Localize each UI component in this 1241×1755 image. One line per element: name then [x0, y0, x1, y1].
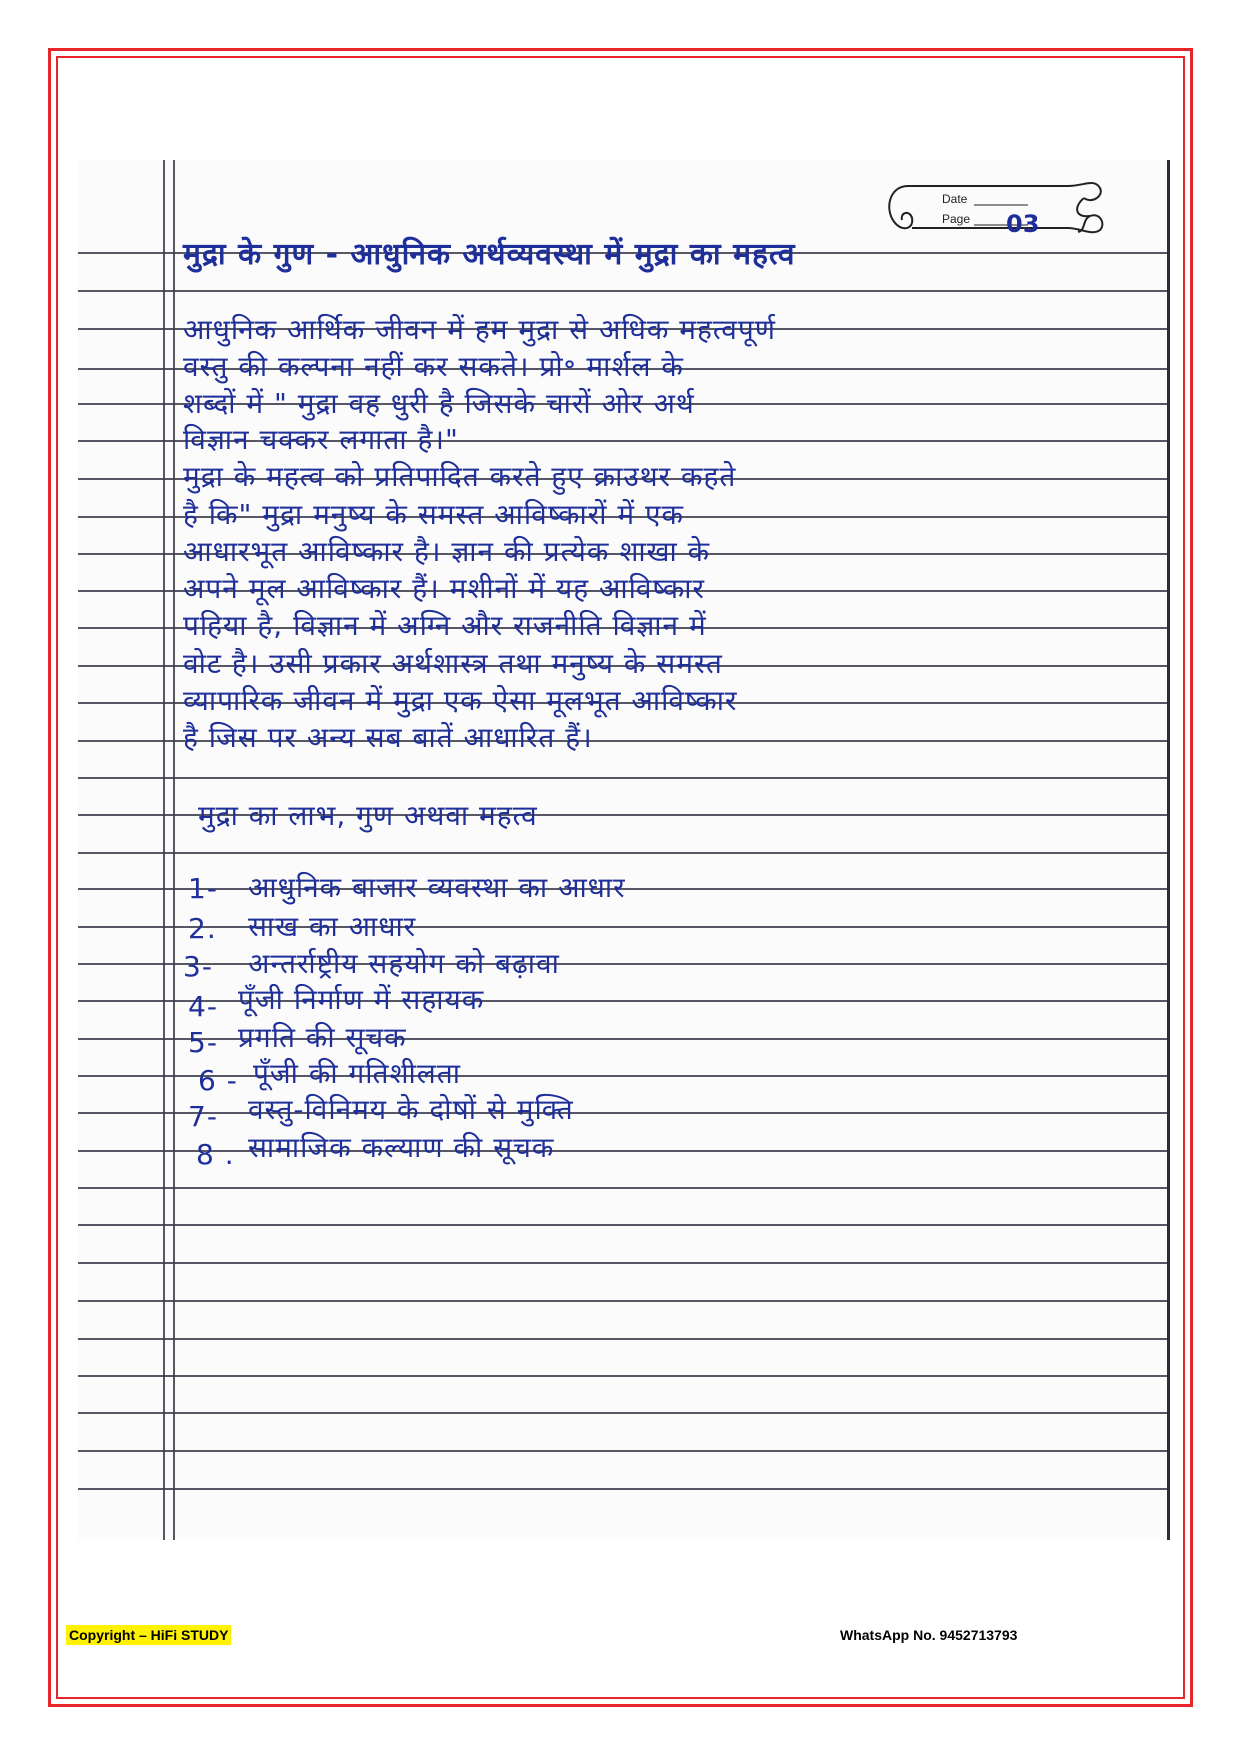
paragraph-line: आधुनिक आर्थिक जीवन में हम मुद्रा से अधिक महत्वपूर्ण — [183, 313, 777, 346]
paragraph-line: विज्ञान चक्कर लगाता है।" — [183, 423, 459, 456]
ruled-line — [78, 777, 1170, 779]
paragraph-line: है कि" मुद्रा मनुष्य के समस्त आविष्कारों में एक — [183, 498, 685, 531]
list-number: 6 - — [198, 1064, 238, 1097]
page-label: Page — [942, 212, 971, 226]
margin-line — [163, 160, 165, 1540]
ruled-line — [78, 1112, 1170, 1114]
ruled-line — [78, 1412, 1170, 1414]
paragraph-line: आधारभूत आविष्कार है। ज्ञान की प्रत्येक शाखा के — [183, 535, 711, 568]
paragraph-line: है जिस पर अन्य सब बातें आधारित हैं। — [183, 721, 593, 754]
date-label: Date — [942, 192, 968, 206]
ruled-line — [78, 1187, 1170, 1189]
paragraph-line: मुद्रा के महत्व को प्रतिपादित करते हुए क्राउथर कहते — [183, 460, 737, 493]
list-number: 3- — [183, 950, 213, 983]
notebook-page — [78, 160, 1170, 1540]
section-subheading: मुद्रा का लाभ, गुण अथवा महत्व — [198, 799, 538, 832]
paragraph-line: शब्दों में " मुद्रा वह धुरी है जिसके चारों ओर अर्थ — [183, 387, 695, 420]
list-number: 5- — [188, 1026, 218, 1059]
ruled-line — [78, 1375, 1170, 1377]
whatsapp-contact: WhatsApp No. 9452713793 — [840, 1627, 1018, 1643]
page-number: 03 — [1006, 210, 1040, 238]
ruled-line — [78, 1075, 1170, 1077]
list-item: आधुनिक बाजार व्यवस्था का आधार — [248, 871, 626, 904]
ruled-line — [78, 1450, 1170, 1452]
paragraph-line: व्यापारिक जीवन में मुद्रा एक ऐसा मूलभूत आविष्कार — [183, 684, 738, 717]
list-number: 2. — [188, 912, 217, 945]
ruled-line — [78, 1262, 1170, 1264]
paragraph-line: वोट है। उसी प्रकार अर्थशास्त्र तथा मनुष्य के समस्त — [183, 647, 723, 680]
page-title: मुद्रा के गुण - आधुनिक अर्थव्यवस्था में मुद्रा का महत्व — [183, 237, 796, 272]
list-number: 8 . — [196, 1138, 235, 1171]
ruled-line — [78, 1488, 1170, 1490]
ruled-line — [78, 926, 1170, 928]
paragraph-line: वस्तु की कल्पना नहीं कर सकते। प्रो॰ मार्शल के — [183, 350, 684, 383]
list-item: अन्तर्राष्ट्रीय सहयोग को बढ़ावा — [248, 947, 560, 980]
ruled-line — [78, 1224, 1170, 1226]
scroll-banner-icon — [878, 172, 1108, 252]
copyright-notice: Copyright – HiFi STUDY — [66, 1625, 231, 1645]
ruled-line — [78, 963, 1170, 965]
ruled-line — [78, 290, 1170, 292]
list-number: 4- — [188, 990, 218, 1023]
ruled-line — [78, 1150, 1170, 1152]
list-item: सामाजिक कल्याण की सूचक — [248, 1131, 555, 1164]
list-number: 7- — [188, 1100, 218, 1133]
margin-line — [173, 160, 175, 1540]
paragraph-line: पहिया है, विज्ञान में अग्नि और राजनीति विज्ञान में — [183, 609, 707, 642]
page-edge — [1167, 160, 1170, 1540]
list-item: प्रगति की सूचक — [238, 1021, 407, 1054]
ruled-line — [78, 1300, 1170, 1302]
list-item: साख का आधार — [248, 910, 417, 943]
ruled-line — [78, 1338, 1170, 1340]
list-number: 1- — [188, 872, 218, 905]
list-item: वस्तु-विनिमय के दोषों से मुक्ति — [248, 1093, 574, 1126]
date-page-badge — [878, 172, 1108, 252]
list-item: पूँजी की गतिशीलता — [253, 1057, 461, 1090]
paragraph-line: अपने मूल आविष्कार हैं। मशीनों में यह आविष्कार — [183, 572, 705, 605]
list-item: पूँजी निर्माण में सहायक — [238, 983, 485, 1016]
ruled-line — [78, 852, 1170, 854]
